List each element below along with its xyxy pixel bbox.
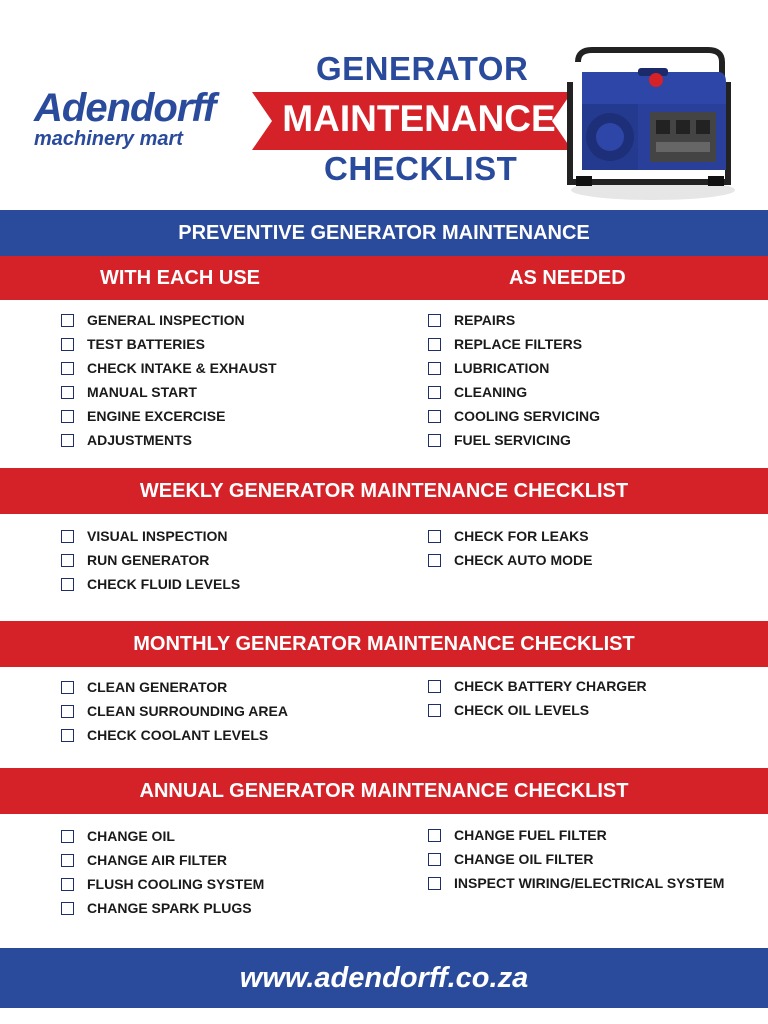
checklist-item-label: CLEAN SURROUNDING AREA [87, 703, 288, 719]
checklist-item-label: CHECK AUTO MODE [454, 552, 593, 568]
checkbox[interactable] [61, 410, 74, 423]
checklist-item[interactable] [428, 548, 592, 572]
checklist-item[interactable] [428, 823, 724, 847]
checklist-item-label: CHANGE OIL FILTER [454, 851, 594, 867]
checkbox[interactable] [428, 386, 441, 399]
as-needed-list [428, 308, 600, 452]
checklist-item[interactable] [428, 404, 600, 428]
checklist-item[interactable] [61, 308, 277, 332]
title-line-3: CHECKLIST [324, 150, 518, 187]
checklist-item-label: ADJUSTMENTS [87, 432, 193, 448]
monthly-right-list [428, 674, 647, 722]
checkbox[interactable] [428, 314, 441, 327]
checklist-item[interactable] [61, 548, 240, 572]
annual-section-title: ANNUAL GENERATOR MAINTENANCE CHECKLIST [139, 779, 629, 802]
checklist-item[interactable] [61, 332, 277, 356]
checklist-item-label: REPLACE FILTERS [454, 336, 583, 352]
checkbox[interactable] [61, 554, 74, 567]
checklist-item[interactable] [428, 308, 600, 332]
annual-right-list [428, 823, 724, 895]
checkbox[interactable] [61, 681, 74, 694]
checkbox[interactable] [61, 729, 74, 742]
checklist-item-label: TEST BATTERIES [87, 336, 205, 352]
checklist-item-label: INSPECT WIRING/ELECTRICAL SYSTEM [454, 875, 725, 891]
checklist-item-label: COOLING SERVICING [454, 408, 600, 424]
checklist-item-label: CHECK INTAKE & EXHAUST [87, 360, 277, 376]
checkbox[interactable] [61, 705, 74, 718]
checklist-item-label: CLEANING [454, 384, 528, 400]
checklist-item-label: CLEAN GENERATOR [87, 679, 228, 695]
with-each-use-list [61, 308, 277, 452]
checkbox[interactable] [428, 410, 441, 423]
annual-left-list [61, 824, 264, 920]
checklist-item[interactable] [428, 674, 647, 698]
checkbox[interactable] [61, 338, 74, 351]
checkbox[interactable] [428, 680, 441, 693]
checklist-item[interactable] [61, 675, 288, 699]
preventive-section-title: PREVENTIVE GENERATOR MAINTENANCE [178, 221, 590, 244]
checkbox[interactable] [428, 877, 441, 890]
checkbox[interactable] [61, 434, 74, 447]
with-each-use-heading: WITH EACH USE [100, 267, 260, 289]
checklist-item[interactable] [61, 824, 264, 848]
checklist-item[interactable] [428, 847, 724, 871]
checkbox[interactable] [61, 530, 74, 543]
checklist-item[interactable] [61, 380, 277, 404]
weekly-section-title-band [0, 468, 768, 514]
checklist-item[interactable] [61, 356, 277, 380]
brand-logo: Adendorff [34, 86, 216, 130]
checkbox[interactable] [428, 362, 441, 375]
checklist-item[interactable] [61, 723, 288, 747]
checkbox[interactable] [61, 830, 74, 843]
checkbox[interactable] [428, 338, 441, 351]
checkbox[interactable] [428, 530, 441, 543]
checkbox[interactable] [61, 386, 74, 399]
checklist-item-label: RUN GENERATOR [87, 552, 210, 568]
title-line-2: MAINTENANCE [282, 98, 556, 139]
checklist-item-label: CHECK COOLANT LEVELS [87, 727, 269, 743]
checklist-item-label: REPAIRS [454, 312, 516, 328]
checklist-item-label: LUBRICATION [454, 360, 550, 376]
checklist-item[interactable] [61, 896, 264, 920]
checklist-item[interactable] [428, 332, 600, 356]
checklist-item[interactable] [428, 871, 724, 895]
checklist-item[interactable] [61, 572, 240, 596]
checklist-item[interactable] [61, 404, 277, 428]
brand-subtitle: machinery mart [34, 128, 183, 150]
checklist-item-label: CHANGE OIL [87, 828, 175, 844]
monthly-section-title-band [0, 621, 768, 667]
annual-section-title-band [0, 768, 768, 814]
checklist-item[interactable] [61, 848, 264, 872]
checklist-item-label: CHECK FLUID LEVELS [87, 576, 241, 592]
checkbox[interactable] [61, 314, 74, 327]
checklist-item-label: CHECK BATTERY CHARGER [454, 678, 647, 694]
checklist-item-label: CHANGE AIR FILTER [87, 852, 227, 868]
title-line-1: GENERATOR [316, 50, 529, 87]
as-needed-heading: AS NEEDED [509, 267, 626, 289]
checklist-item-label: CHANGE FUEL FILTER [454, 827, 607, 843]
checklist-item[interactable] [61, 872, 264, 896]
checklist-item-label: ENGINE EXCERCISE [87, 408, 226, 424]
checklist-item[interactable] [61, 524, 240, 548]
preventive-section-title-band [0, 210, 768, 256]
checklist-item-label: FLUSH COOLING SYSTEM [87, 876, 265, 892]
checklist-item[interactable] [61, 428, 277, 452]
checkbox[interactable] [61, 578, 74, 591]
website-link[interactable]: www.adendorff.co.za [239, 961, 529, 994]
checklist-item[interactable] [428, 698, 647, 722]
checkbox[interactable] [61, 902, 74, 915]
checklist-item[interactable] [61, 699, 288, 723]
checklist-item[interactable] [428, 524, 592, 548]
checklist-item-label: VISUAL INSPECTION [87, 528, 228, 544]
checklist-item-label: FUEL SERVICING [454, 432, 571, 448]
checkbox[interactable] [428, 704, 441, 717]
checklist-item[interactable] [428, 380, 600, 404]
weekly-section-title: WEEKLY GENERATOR MAINTENANCE CHECKLIST [139, 479, 629, 502]
checkbox[interactable] [428, 554, 441, 567]
checkbox[interactable] [61, 362, 74, 375]
checklist-item[interactable] [428, 356, 600, 380]
generator-illustration [558, 42, 738, 202]
weekly-left-list [61, 524, 240, 596]
footer-band [0, 948, 768, 1008]
checklist-item-label: CHECK OIL LEVELS [454, 702, 590, 718]
monthly-left-list [61, 675, 288, 747]
preventive-column-headings-band [0, 256, 768, 300]
weekly-right-list [428, 524, 592, 572]
checklist-item-label: GENERAL INSPECTION [87, 312, 245, 328]
checklist-item-label: CHANGE SPARK PLUGS [87, 900, 252, 916]
monthly-section-title: MONTHLY GENERATOR MAINTENANCE CHECKLIST [133, 632, 635, 655]
checkbox[interactable] [61, 878, 74, 891]
checkbox[interactable] [428, 853, 441, 866]
checklist-item[interactable] [428, 428, 600, 452]
checklist-item-label: CHECK FOR LEAKS [454, 528, 589, 544]
checklist-item-label: MANUAL START [87, 384, 197, 400]
checkbox[interactable] [428, 829, 441, 842]
checkbox[interactable] [428, 434, 441, 447]
checkbox[interactable] [61, 854, 74, 867]
